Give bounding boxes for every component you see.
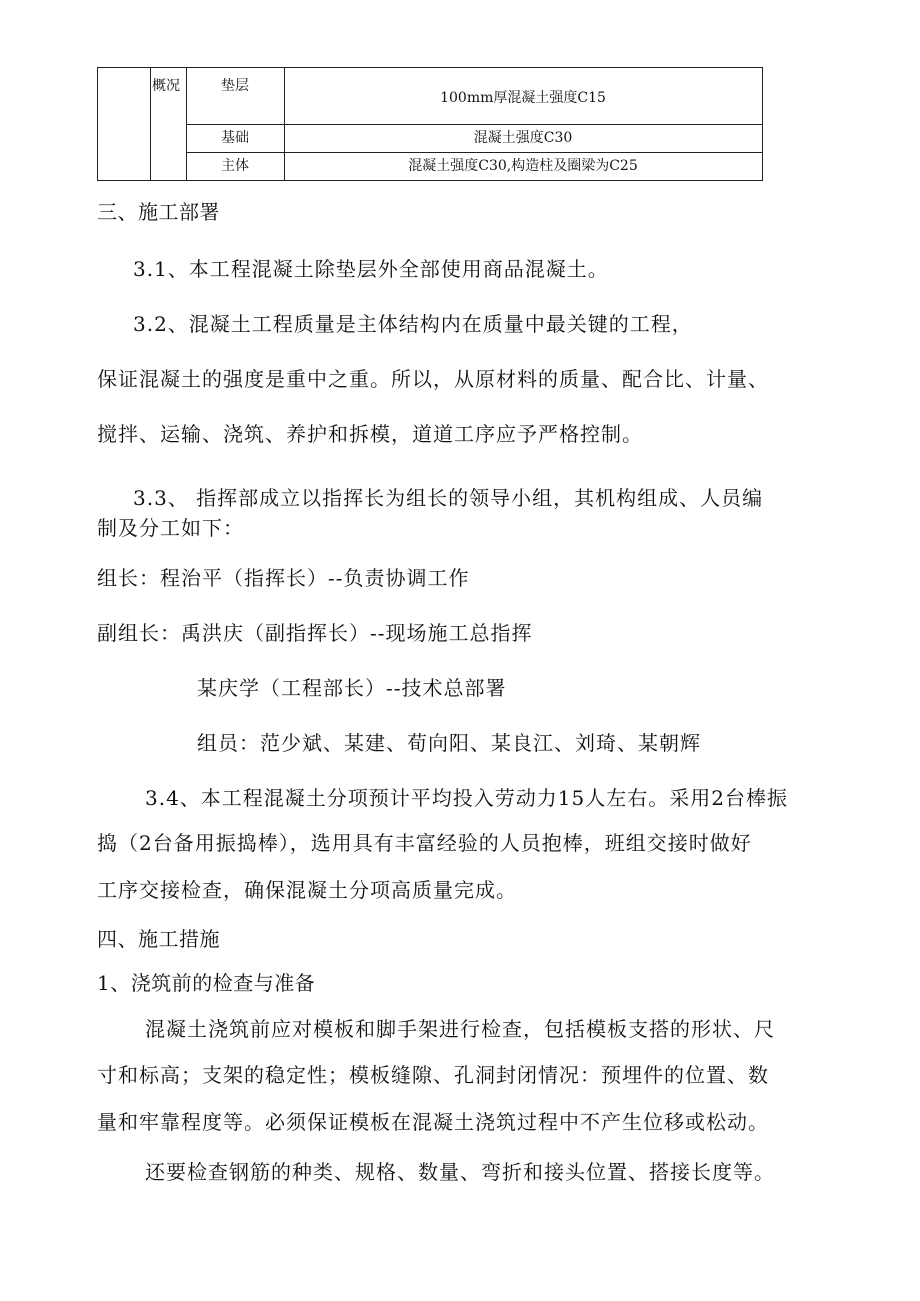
table-row-divider bbox=[186, 152, 762, 153]
concrete-spec-table bbox=[97, 67, 763, 181]
paragraph-3-2-line-3: 搅拌、运输、浇筑、养护和拆模，道道工序应予严格控制。 bbox=[97, 422, 643, 446]
paragraph-4-1-line-1: 混凝土浇筑前应对模板和脚手架进行检查，包括模板支搭的形状、尺 bbox=[145, 1017, 775, 1041]
paragraph-4-2-line-1: 还要检查钢筋的种类、规格、数量、弯折和接头位置、搭接长度等。 bbox=[145, 1160, 775, 1184]
section-4-1-title: 1、浇筑前的检查与准备 bbox=[97, 971, 316, 995]
paragraph-3-2-line-2: 保证混凝土的强度是重中之重。所以，从原材料的质量、配合比、计量、 bbox=[97, 367, 769, 391]
paragraph-3-4-line-2: 捣（2台备用振捣棒），选用具有丰富经验的人员抱棒，班组交接时做好 bbox=[97, 831, 752, 855]
leader-line: 组长：程治平（指挥长）--负责协调工作 bbox=[97, 566, 470, 590]
paragraph-4-1-line-3: 量和牢靠程度等。必须保证模板在混凝土浇筑过程中不产生位移或松动。 bbox=[97, 1110, 769, 1134]
paragraph-3-4-line-3: 工序交接检查，确保混凝土分项高质量完成。 bbox=[97, 878, 517, 902]
paragraph-3-2-line-1: 3.2、混凝土工程质量是主体结构内在质量中最关键的工程， bbox=[133, 312, 693, 336]
table-row-value: 混凝土强度C30,构造柱及圈梁为C25 bbox=[408, 158, 638, 174]
members-line: 组员：范少斌、某建、荀向阳、某良江、刘琦、某朝辉 bbox=[197, 731, 701, 755]
table-row-divider bbox=[186, 124, 762, 125]
paragraph-3-3-line-1: 3.3、 指挥部成立以指挥长为组长的领导小组，其机构组成、人员编 bbox=[133, 486, 764, 510]
paragraph-4-1-line-2: 寸和标高；支架的稳定性；模板缝隙、孔洞封闭情况：预埋件的位置、数 bbox=[97, 1063, 769, 1087]
vice-leader-2-line: 某庆学（工程部长）--技术总部署 bbox=[197, 676, 507, 700]
table-group-label: 概况 bbox=[152, 78, 180, 94]
table-col-divider bbox=[150, 68, 151, 180]
paragraph-3-1: 3.1、本工程混凝土除垫层外全部使用商品混凝土。 bbox=[133, 257, 609, 281]
section-3-title: 三、施工部署 bbox=[97, 200, 220, 224]
paragraph-3-3-line-2: 制及分工如下： bbox=[97, 516, 244, 540]
table-row-value: 100mm厚混凝土强度C15 bbox=[440, 90, 606, 106]
section-4-title: 四、施工措施 bbox=[97, 927, 220, 951]
paragraph-3-4-line-1: 3.4、本工程混凝土分项预计平均投入劳动力15人左右。采用2台棒振 bbox=[145, 786, 788, 810]
table-row-label: 垫层 bbox=[221, 78, 249, 94]
vice-leader-line: 副组长：禹洪庆（副指挥长）--现场施工总指挥 bbox=[97, 621, 533, 645]
table-row-label: 主体 bbox=[221, 158, 249, 174]
table-row-label: 基础 bbox=[221, 130, 249, 146]
table-row-value: 混凝土强度C30 bbox=[473, 130, 573, 146]
